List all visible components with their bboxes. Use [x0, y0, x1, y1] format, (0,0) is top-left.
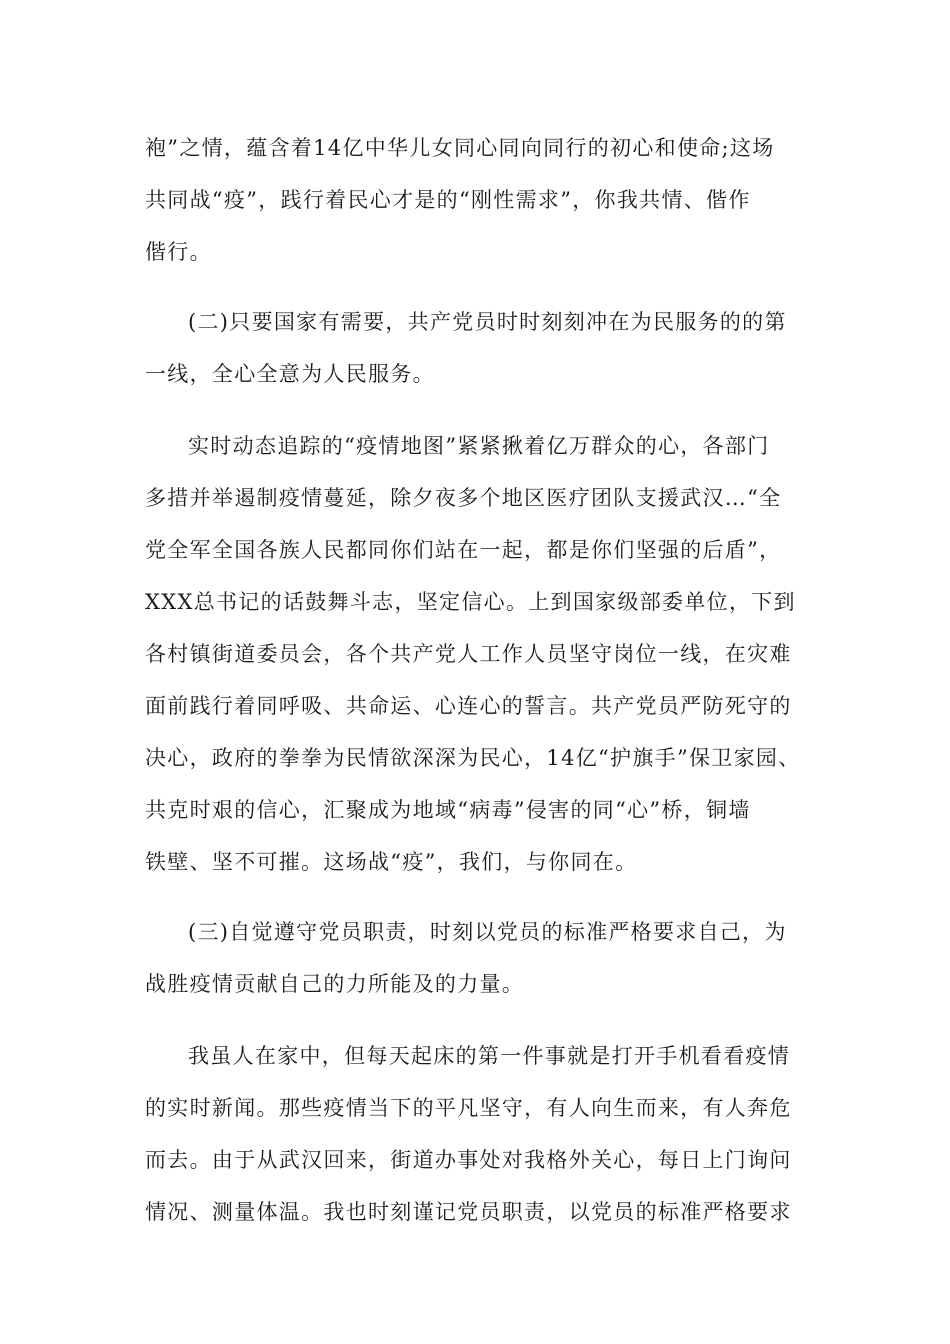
- text-line: 而去。由于从武汉回来，街道办事处对我格外关心，每日上门询问: [145, 1148, 792, 1172]
- text-line: 各村镇街道委员会，各个共产党人工作人员坚守岗位一线，在灾难: [145, 642, 792, 666]
- text-line: 多措并举遏制疫情蔓延，除夕夜多个地区医疗团队支援武汉…“全: [145, 486, 782, 510]
- text-line: 我虽人在家中，但每天起床的第一件事就是打开手机看看疫情: [188, 1044, 791, 1068]
- section-heading-3-cont: 战胜疫情贡献自己的力所能及的力量。: [145, 972, 525, 996]
- text-line: 党全军全国各族人民都同你们站在一起，都是你们坚强的后盾”，: [145, 538, 782, 562]
- section-heading-2: (二)只要国家有需要，共产党员时时刻刻冲在为民服务的的第: [188, 310, 787, 334]
- text-line: 的实时新闻。那些疫情当下的平凡坚守，有人向生而来，有人奔危: [145, 1096, 792, 1120]
- text-line: 共克时艰的信心，汇聚成为地域“病毒”侵害的同“心”桥，铜墙: [145, 798, 751, 822]
- text-line: 决心，政府的拳拳为民情欲深深为民心，14亿“护旗手”保卫家园、: [145, 746, 801, 770]
- text-line: 共同战“疫”，践行着民心才是的“刚性需求”，你我共情、偕作: [145, 188, 751, 212]
- section-heading-3: (三)自觉遵守党员职责，时刻以党员的标准严格要求自己，为: [188, 920, 787, 944]
- text-line: 袍”之情，蕴含着14亿中华儿女同心同向同行的初心和使命;这场: [145, 136, 775, 160]
- text-line: 实时动态追踪的“疫情地图”紧紧揪着亿万群众的心，各部门: [188, 434, 770, 458]
- text-line: 铁壁、坚不可摧。这场战“疫”，我们，与你同在。: [145, 850, 638, 874]
- text-line: XXX总书记的话鼓舞斗志，坚定信心。上到国家级部委单位，下到: [145, 590, 796, 614]
- text-line: 情况、测量体温。我也时刻谨记党员职责，以党员的标准严格要求: [145, 1200, 792, 1224]
- section-heading-2-cont: 一线，全心全意为人民服务。: [145, 362, 435, 386]
- text-line: 面前践行着同呼吸、共命运、心连心的誓言。共产党员严防死守的: [145, 694, 792, 718]
- text-line: 偕行。: [145, 240, 212, 264]
